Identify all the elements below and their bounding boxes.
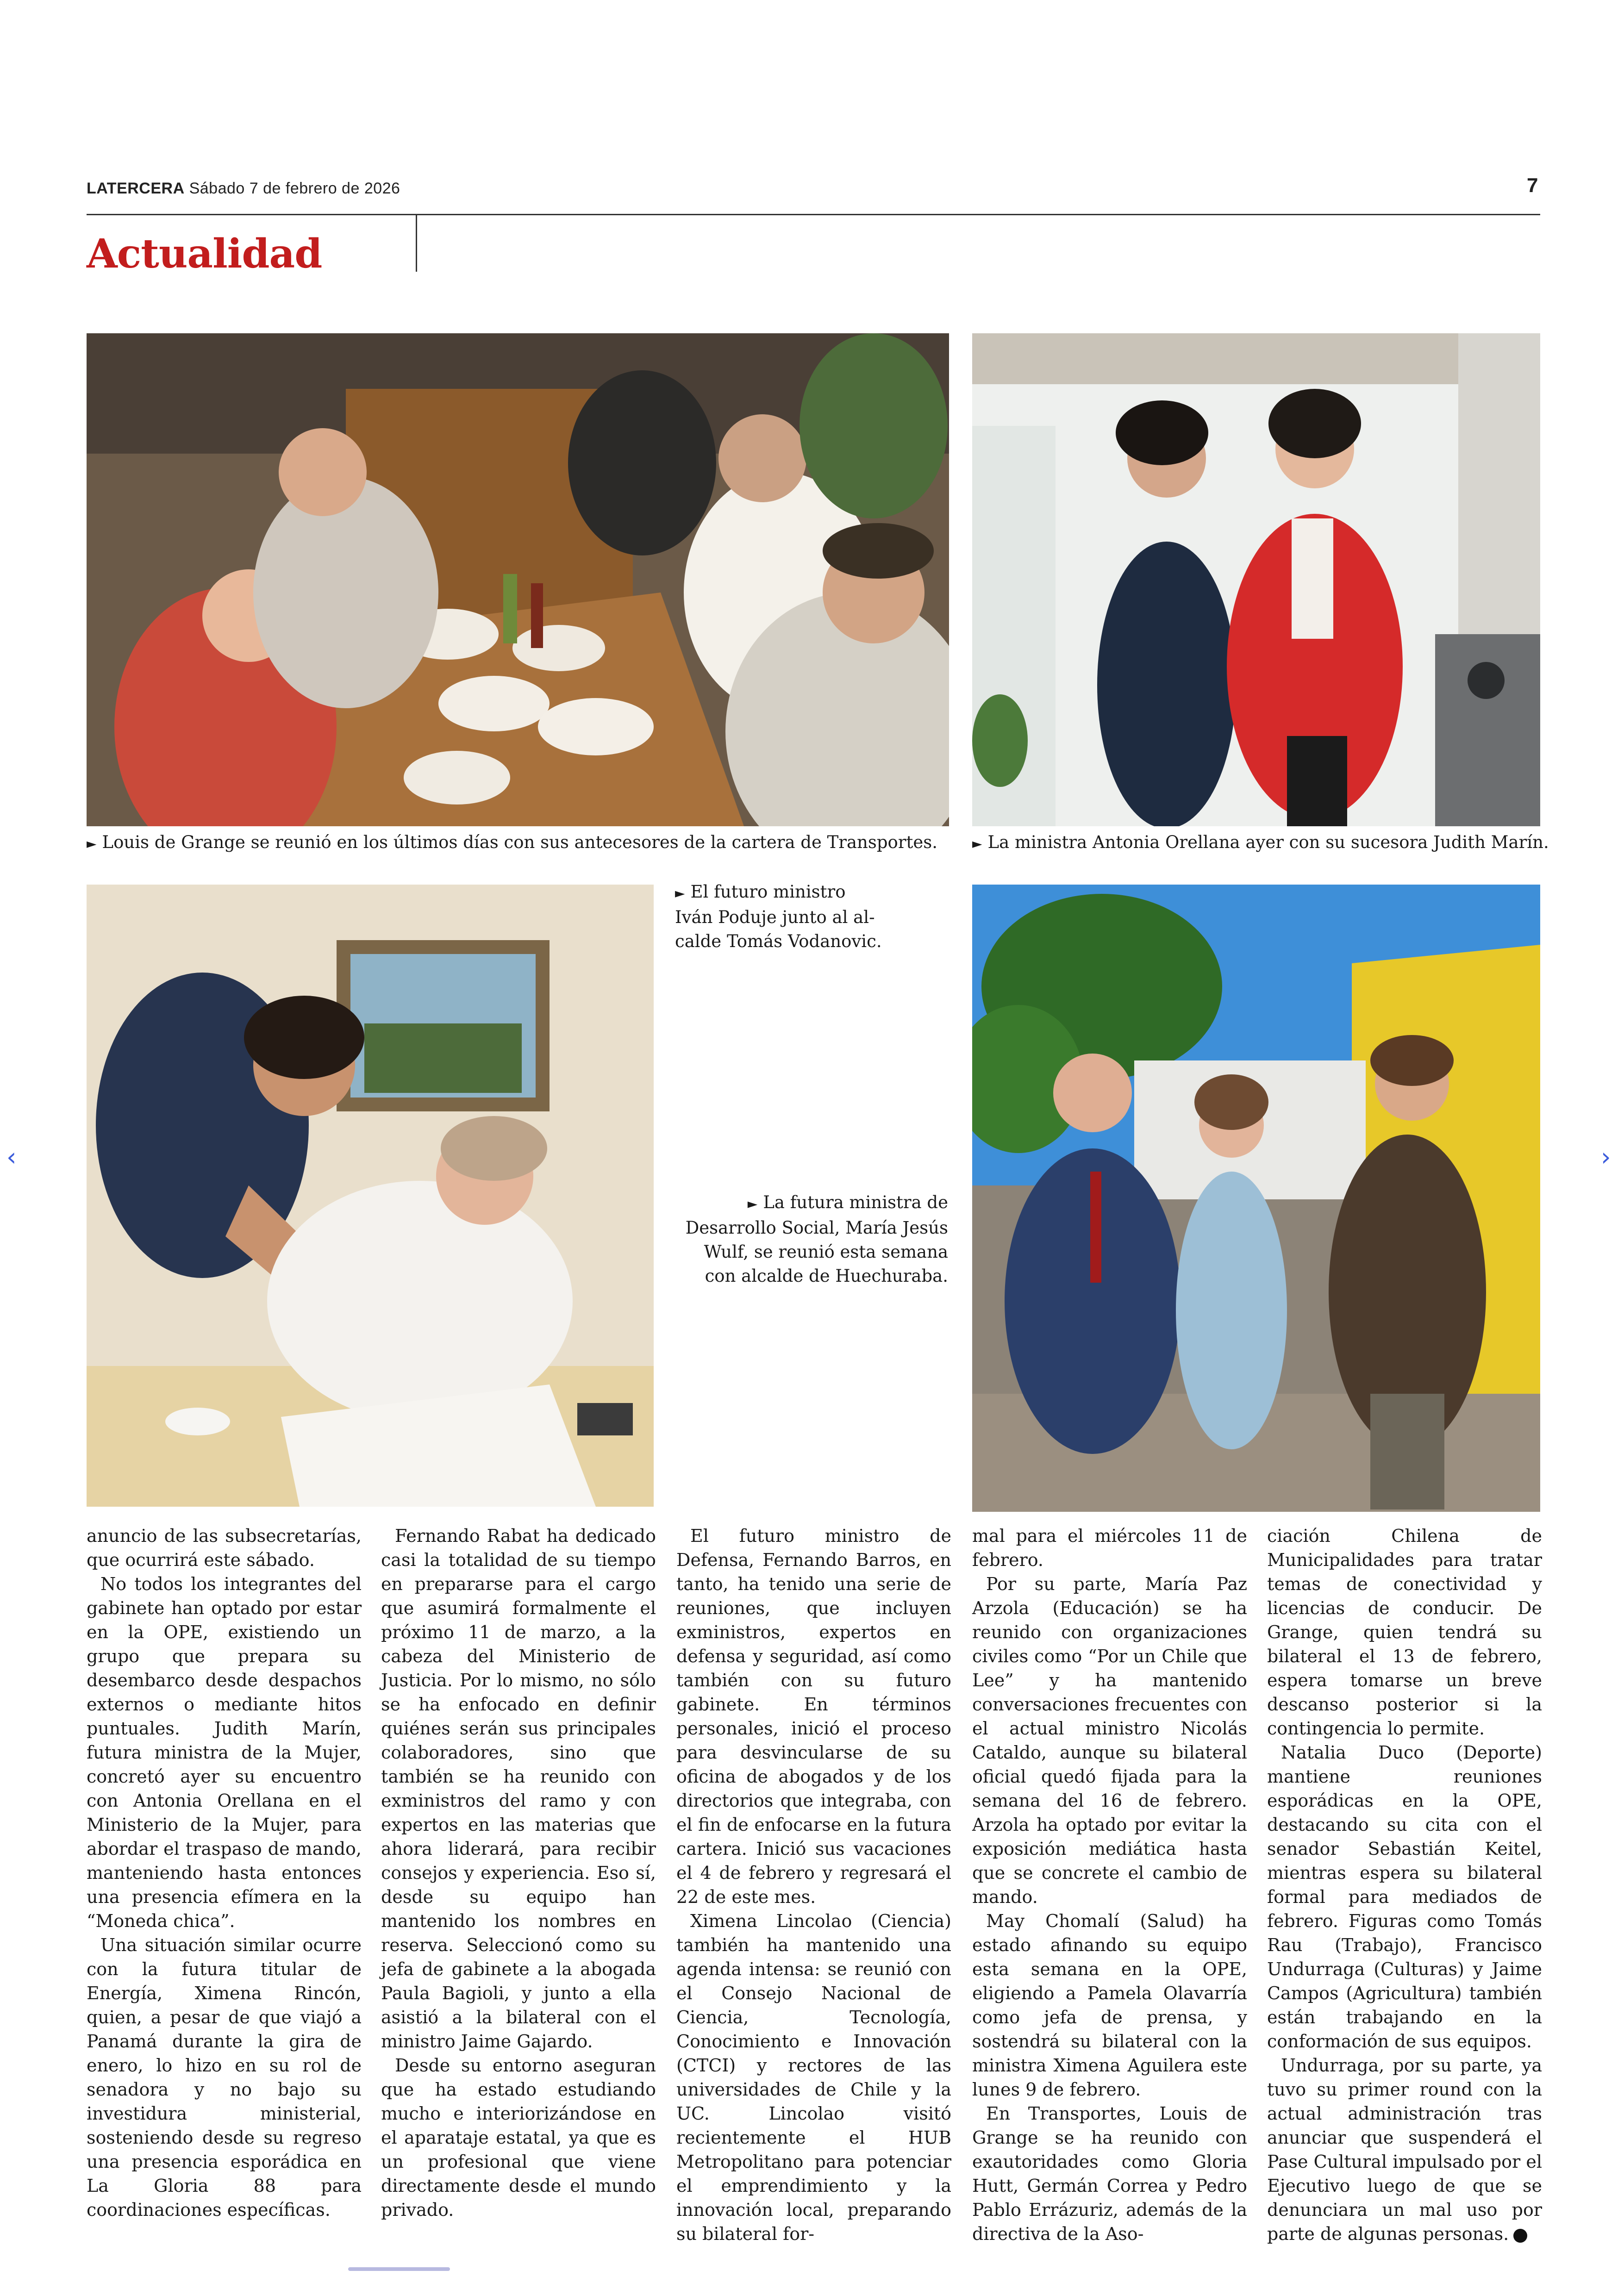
paragraph: Ximena Lincolao (Ciencia) también ha mantenido una agenda intensa: se reunió con el Consejo Nacional de Ciencia, Tecnología, Conocimiento e Innovación (CTCI) y rectores de las universidades de Chile y la UC. Lincolao visitó recientemente el HUB Metropolitano para potenciar el emprendimiento y la innovación local, preparando su bilateral for-	[676, 1911, 951, 2244]
paragraph: Una situación similar ocurre con la futura titular de Energía, Ximena Rincón, quien, a pesar de que viajó a Panamá durante la gira de enero, lo hizo en su rol de senadora y no bajo su investidura ministerial, sosteniendo desde su regreso una presencia esporádica en La Gloria 88 para coordinaciones específicas.	[87, 1935, 362, 2220]
caption-arrow-icon: ►	[87, 836, 97, 851]
caption-text: La ministra Antonia Orellana ayer con su sucesora Judith Marín.	[987, 832, 1549, 852]
caption-line: ► La futura ministra de	[747, 1192, 948, 1212]
paragraph: ciación Chilena de Municipalidades para tratar temas de conectividad y licencias de conducir. De Grange, quien tendrá su bilateral el 13 de febrero, espera tomarse un breve descanso posterior si la contingencia lo permite.	[1267, 1526, 1542, 1739]
caption-photo-3	[675, 880, 971, 954]
page-scroll-indicator[interactable]	[348, 2267, 450, 2271]
photo-poduje-vodanovic	[87, 885, 654, 1507]
paragraph: No todos los integrantes del gabinete han optado por estar en la OPE, existiendo un grupo que prepara su desembarco desde despachos externos o mediante hitos puntuales. Judith Marín, futura ministra de la Mujer, concretó ayer su encuentro con Antonia Orellana en el Ministerio de la Mujer, para abordar el traspaso de mando, manteniendo hasta entonces una presencia efímera en la “Moneda chica”.	[87, 1574, 362, 1931]
caption-line: Wulf, se reunió esta semana	[704, 1242, 948, 1262]
header-rule	[87, 214, 1540, 215]
chevron-right-icon[interactable]: ›	[1601, 1142, 1611, 1172]
issue-date: Sábado 7 de febrero de 2026	[189, 180, 400, 197]
caption-photo-4	[675, 1191, 948, 1288]
caption-line: Iván Poduje junto al al-	[675, 907, 875, 927]
chevron-left-icon[interactable]: ‹	[6, 1142, 17, 1172]
masthead	[87, 180, 400, 198]
paragraph: Por su parte, María Paz Arzola (Educación) se ha reunido con organizaciones civiles como “Por un Chile que Lee” y ha mantenido conversaciones frecuentes con el actual ministro Nicolás Cataldo, aunque su bilateral oficial quedó fijada para la semana del 16 de febrero. Arzola ha optado por evitar la exposición mediática hasta que se concrete el cambio de mando.	[972, 1574, 1247, 1907]
article-column-1	[87, 1524, 362, 2222]
caption-arrow-icon: ►	[675, 886, 685, 901]
paragraph	[1267, 2053, 1542, 2246]
paragraph: Desde su entorno aseguran que ha estado estudiando mucho e interiorizándose en el aparataje estatal, ya que es un profesional que viene directamente desde el mundo privado.	[381, 2055, 656, 2220]
paragraph: Fernando Rabat ha dedicado casi la totalidad de su tiempo en prepararse para el cargo que asumirá formalmente el próximo 11 de marzo, a la cabeza del Ministerio de Justicia. Por lo mismo, no sólo se ha enfocado en definir quiénes serán sus principales colaboradores, sino que también se ha reunido con exministros del ramo y con expertos en las materias que ahora liderará, para recibir consejos y experiencia. Eso sí, desde su equipo han mantenido los nombres en reserva. Seleccionó como su jefa de gabinete a la abogada Paula Bagioli, y junto a ella asistió a la bilateral con el ministro Jaime Gajardo.	[381, 1526, 656, 2052]
caption-line: Desarrollo Social, María Jesús	[685, 1218, 948, 1238]
article-column-4	[972, 1524, 1247, 2246]
section-divider	[416, 215, 417, 272]
caption-arrow-icon: ►	[747, 1196, 758, 1211]
photo-transport-lunch	[87, 333, 949, 826]
photo-women-ministers	[972, 333, 1540, 826]
paragraph: anuncio de las subsecretarías, que ocurrirá este sábado.	[87, 1526, 362, 1570]
caption-arrow-icon: ►	[972, 836, 982, 851]
section-title: Actualidad	[87, 231, 322, 277]
end-mark-icon	[1513, 2229, 1527, 2243]
caption-line: con alcalde de Huechuraba.	[705, 1266, 948, 1286]
article-column-3	[676, 1524, 951, 2246]
paragraph: En Transportes, Louis de Grange se ha reunido con exautoridades como Gloria Hutt, Germán Correa y Pedro Pablo Errázuriz, además de la directiva de la Aso-	[972, 2103, 1247, 2244]
article-column-5	[1267, 1524, 1542, 2246]
paragraph: May Chomalí (Salud) ha estado afinando su equipo esta semana en la OPE, eligiendo a Pamela Olavarría como jefa de prensa, y sostendrá su bilateral con la ministra Ximena Aguilera este lunes 9 de febrero.	[972, 1911, 1247, 2100]
caption-photo-1	[87, 830, 966, 856]
caption-line: calde Tomás Vodanovic.	[675, 931, 882, 951]
photo-wulf-huechuraba	[972, 885, 1540, 1512]
caption-text: Louis de Grange se reunió en los últimos días con sus antecesores de la cartera de Transportes.	[102, 832, 938, 852]
brand-name: LATERCERA	[87, 180, 185, 197]
paragraph: Natalia Duco (Deporte) mantiene reuniones esporádicas en la OPE, destacando su cita con el senador Sebastián Keitel, mientras espera su bilateral formal para mediados de febrero. Figuras como Tomás Rau (Trabajo), Francisco Undurraga (Culturas) y Jaime Campos (Agricultura) también están trabajando en la conformación de sus equipos.	[1267, 1742, 1542, 2052]
paragraph: El futuro ministro de Defensa, Fernando Barros, en tanto, ha tenido una serie de reuniones, que incluyen exministros, expertos en defensa y seguridad, así como también con su futuro gabinete. En términos personales, inició el proceso para desvincularse de su oficina de abogados y de los directorios que integraba, con el fin de enfocarse en la futura cartera. Inició sus vacaciones el 4 de febrero y regresará el 22 de este mes.	[676, 1526, 951, 1907]
caption-line: ► El futuro ministro	[675, 882, 846, 902]
paragraph-text: Undurraga, por su parte, ya tuvo su primer round con la actual administración tras anunciar que suspenderá el Pase Cultural impulsado por el Ejecutivo luego de que se denunciara un mal uso por parte de algunas personas.	[1267, 2055, 1542, 2244]
page-number: 7	[1527, 174, 1538, 197]
paragraph: mal para el miércoles 11 de febrero.	[972, 1526, 1247, 1570]
caption-photo-2	[972, 830, 1555, 856]
article-column-2	[381, 1524, 656, 2222]
